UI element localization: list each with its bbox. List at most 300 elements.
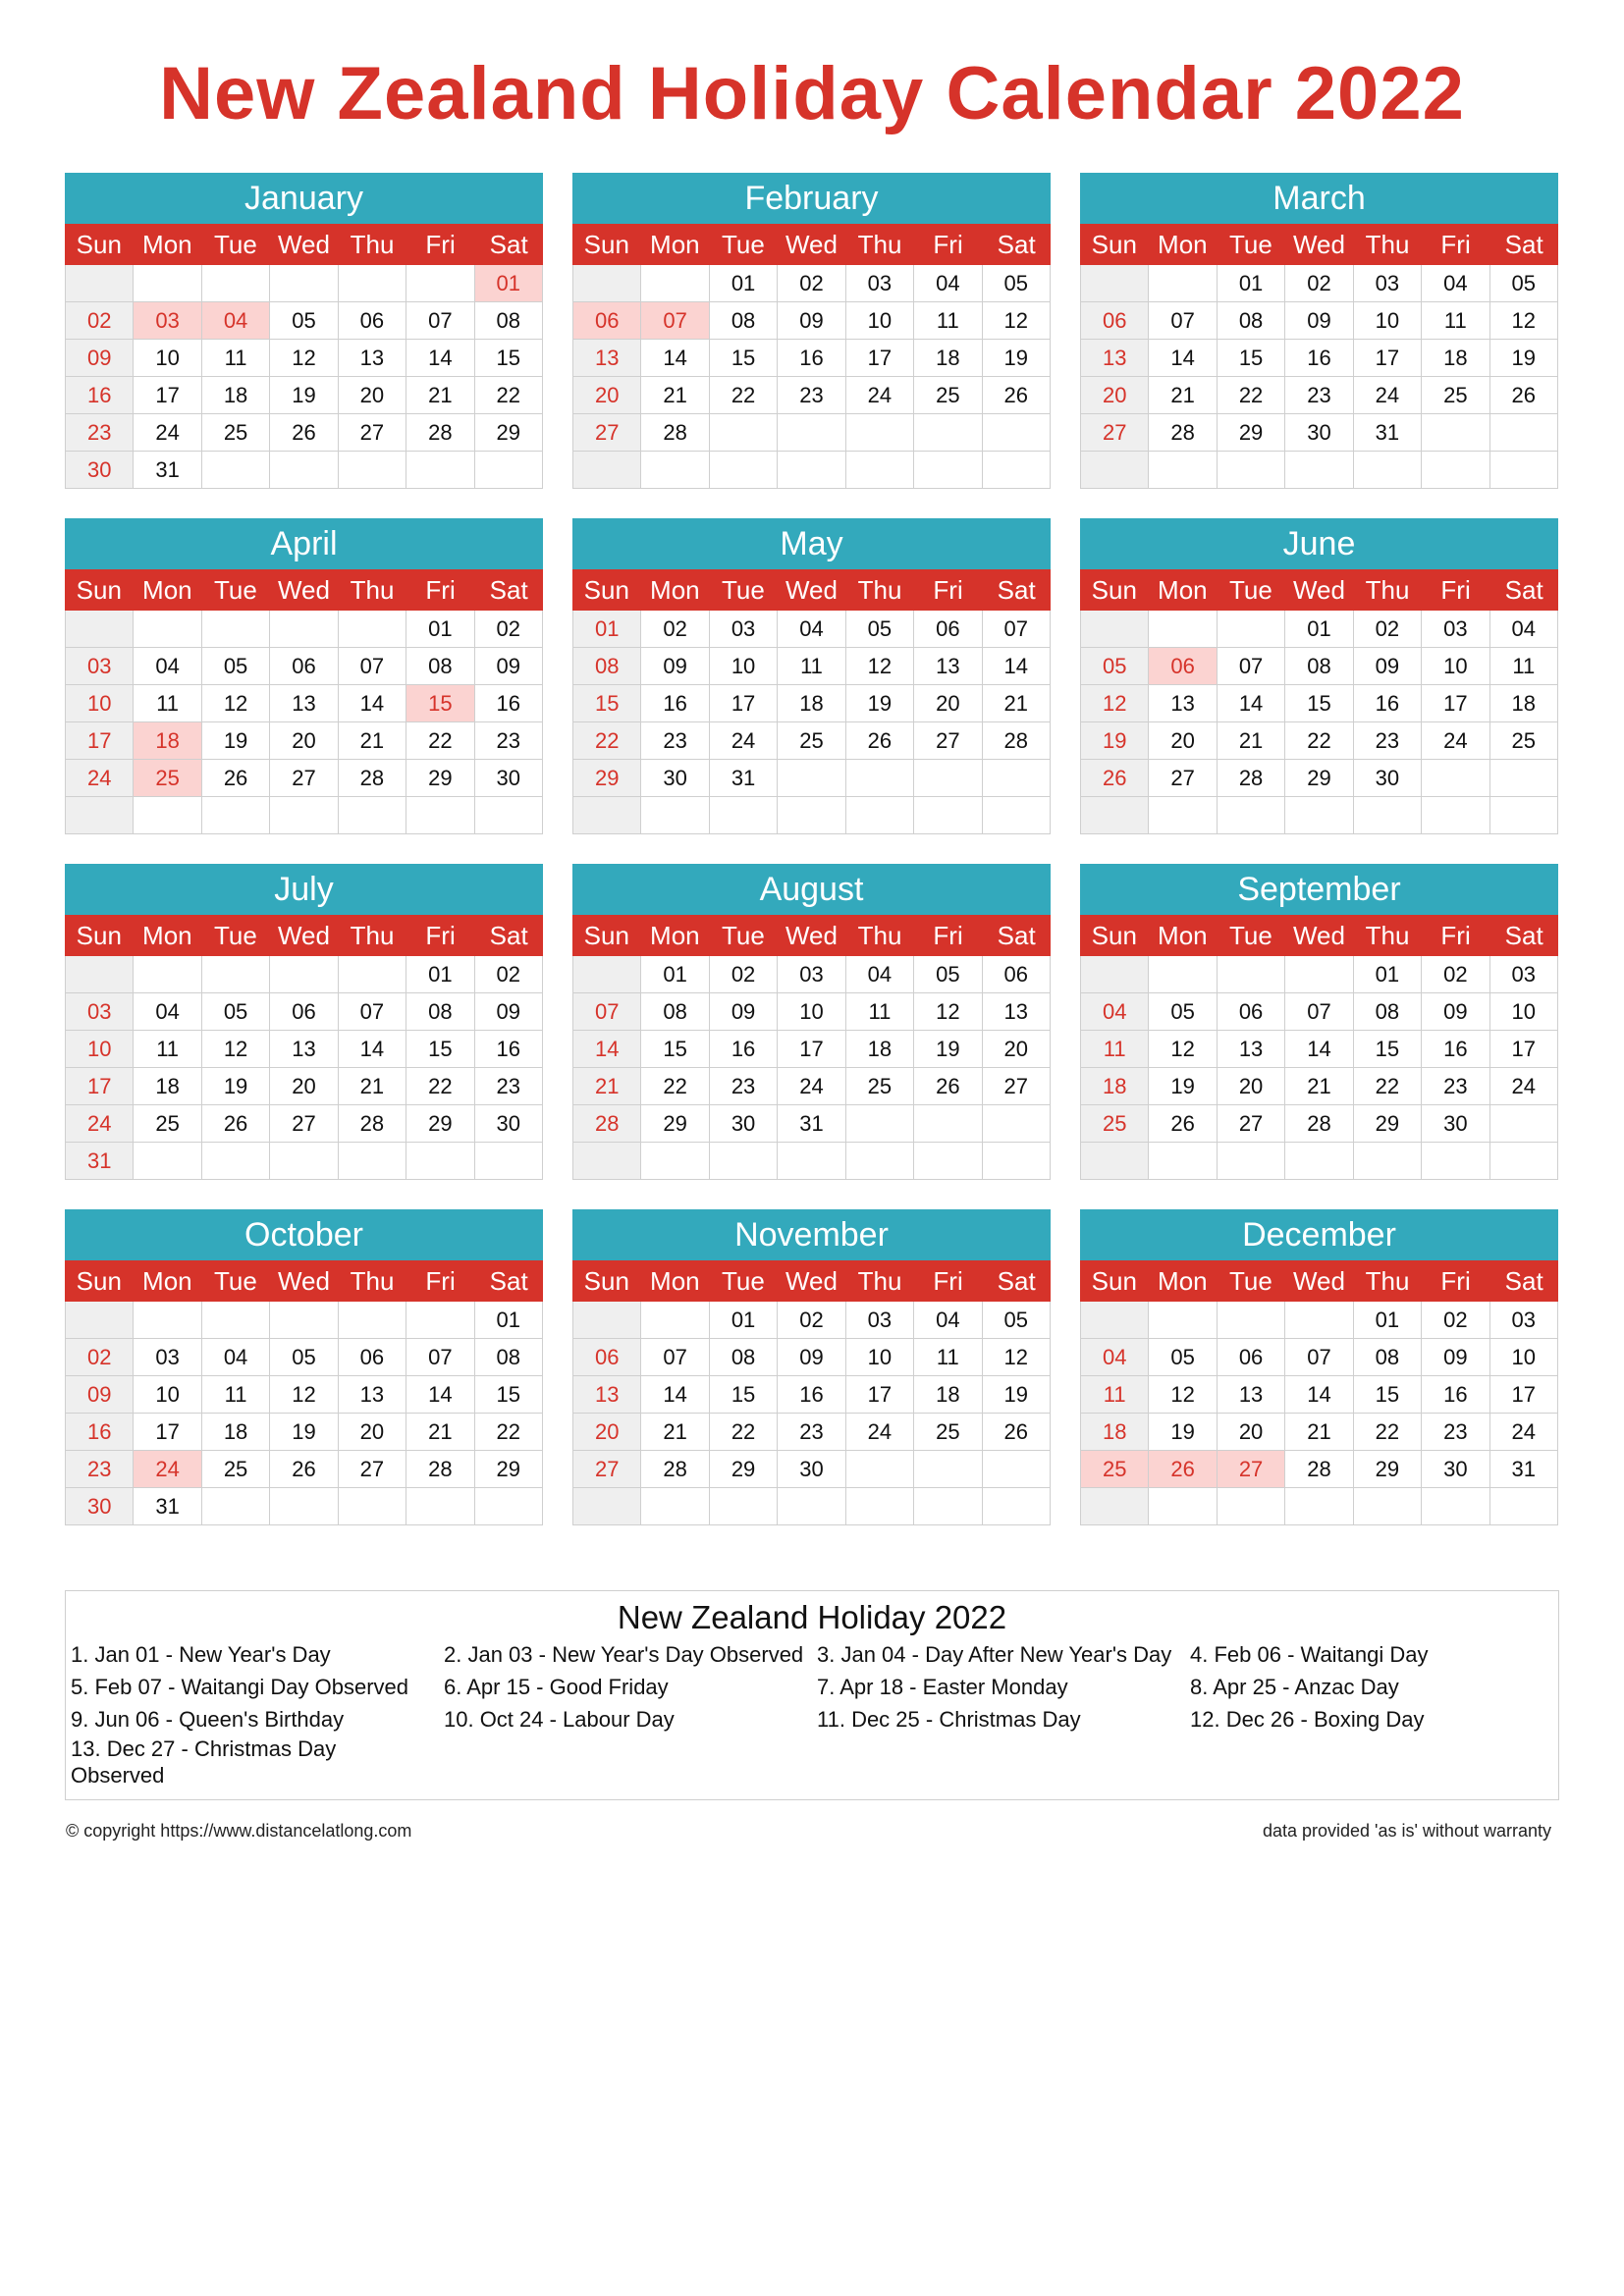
day-grid (572, 1302, 1051, 1525)
day-cell: 04 (1081, 993, 1149, 1031)
day-cell: 12 (1490, 302, 1558, 340)
day-cell: 15 (573, 685, 641, 722)
holiday-list-item: 6. Apr 15 - Good Friday (444, 1675, 669, 1699)
weekday-header (1080, 224, 1558, 265)
month-name: August (572, 864, 1051, 915)
holiday-list-item: 3. Jan 04 - Day After New Year's Day (817, 1642, 1172, 1667)
day-cell: 28 (1218, 760, 1285, 797)
empty-day-cell (573, 1143, 641, 1180)
weekday-label: Wed (277, 921, 330, 950)
day-cell: 29 (1354, 1451, 1422, 1488)
day-cell: 02 (778, 1302, 845, 1339)
weekday-header (65, 915, 543, 956)
day-cell: 23 (66, 1451, 134, 1488)
day-cell: 20 (339, 1414, 406, 1451)
day-cell: 16 (710, 1031, 778, 1068)
day-cell: 20 (270, 1068, 338, 1105)
empty-day-cell (339, 1143, 406, 1180)
empty-day-cell (1081, 265, 1149, 302)
empty-day-cell (1149, 611, 1217, 648)
empty-day-cell (1081, 797, 1149, 834)
day-cell: 11 (914, 302, 982, 340)
day-cell: 24 (134, 414, 201, 452)
day-cell: 16 (66, 1414, 134, 1451)
empty-day-cell (1354, 1488, 1422, 1525)
empty-day-cell (1149, 956, 1217, 993)
day-cell: 04 (202, 1339, 270, 1376)
empty-day-cell (134, 797, 201, 834)
empty-day-cell (134, 265, 201, 302)
weekday-label: Tue (1228, 230, 1272, 259)
day-cell: 08 (406, 993, 474, 1031)
holiday-list-item: 9. Jun 06 - Queen's Birthday (71, 1707, 345, 1732)
weekday-label: Fri (1440, 921, 1471, 950)
day-cell: 12 (914, 993, 982, 1031)
day-cell: 06 (914, 611, 982, 648)
holiday-day-cell: 25 (1081, 1451, 1149, 1488)
day-cell: 11 (202, 1376, 270, 1414)
day-cell: 01 (573, 611, 641, 648)
day-cell: 19 (202, 1068, 270, 1105)
day-cell: 10 (846, 1339, 914, 1376)
day-cell: 10 (1422, 648, 1489, 685)
day-cell: 18 (134, 1068, 201, 1105)
empty-day-cell (406, 797, 474, 834)
day-cell: 19 (846, 685, 914, 722)
weekday-label: Mon (142, 230, 192, 259)
day-cell: 01 (1285, 611, 1353, 648)
day-cell: 02 (710, 956, 778, 993)
weekday-label: Sun (583, 575, 629, 605)
day-cell: 08 (641, 993, 709, 1031)
empty-day-cell (983, 797, 1051, 834)
empty-day-cell (1490, 1488, 1558, 1525)
month-name: December (1080, 1209, 1558, 1260)
day-cell: 14 (983, 648, 1051, 685)
day-cell: 10 (1490, 993, 1558, 1031)
holiday-day-cell: 04 (202, 302, 270, 340)
weekday-label: Fri (1440, 575, 1471, 605)
empty-day-cell (339, 1488, 406, 1525)
month-may (572, 518, 1051, 834)
day-cell: 14 (641, 340, 709, 377)
month-june (1080, 518, 1558, 834)
day-cell: 17 (66, 722, 134, 760)
empty-day-cell (270, 1143, 338, 1180)
day-cell: 16 (778, 340, 845, 377)
empty-day-cell (914, 797, 982, 834)
day-cell: 30 (778, 1451, 845, 1488)
day-cell: 17 (1354, 340, 1422, 377)
month-name: April (65, 518, 543, 569)
day-cell: 03 (1490, 1302, 1558, 1339)
day-cell: 12 (202, 685, 270, 722)
day-cell: 10 (134, 1376, 201, 1414)
day-cell: 23 (475, 1068, 543, 1105)
empty-day-cell (1490, 414, 1558, 452)
empty-day-cell (66, 1302, 134, 1339)
empty-day-cell (1218, 1488, 1285, 1525)
day-cell: 28 (339, 1105, 406, 1143)
day-cell: 25 (846, 1068, 914, 1105)
day-cell: 10 (66, 685, 134, 722)
day-cell: 11 (202, 340, 270, 377)
day-cell: 02 (475, 956, 543, 993)
weekday-label: Sat (997, 230, 1036, 259)
empty-day-cell (1149, 1143, 1217, 1180)
day-cell: 09 (1354, 648, 1422, 685)
empty-day-cell (406, 265, 474, 302)
empty-day-cell (983, 1143, 1051, 1180)
day-cell: 19 (1081, 722, 1149, 760)
day-cell: 24 (846, 377, 914, 414)
empty-day-cell (66, 797, 134, 834)
empty-day-cell (914, 760, 982, 797)
weekday-label: Tue (213, 230, 257, 259)
empty-day-cell (846, 414, 914, 452)
day-cell: 17 (846, 340, 914, 377)
day-cell: 20 (983, 1031, 1051, 1068)
empty-day-cell (406, 1143, 474, 1180)
day-cell: 05 (202, 648, 270, 685)
day-cell: 04 (846, 956, 914, 993)
day-cell: 14 (641, 1376, 709, 1414)
day-cell: 01 (1218, 265, 1285, 302)
day-cell: 22 (475, 377, 543, 414)
day-cell: 15 (1285, 685, 1353, 722)
weekday-label: Tue (721, 1266, 765, 1296)
day-cell: 07 (573, 993, 641, 1031)
day-cell: 25 (1490, 722, 1558, 760)
empty-day-cell (1422, 797, 1489, 834)
day-cell: 31 (134, 1488, 201, 1525)
weekday-label: Mon (650, 921, 700, 950)
day-cell: 26 (983, 1414, 1051, 1451)
day-cell: 13 (1218, 1376, 1285, 1414)
weekday-label: Fri (933, 1266, 963, 1296)
weekday-label: Tue (213, 921, 257, 950)
day-grid (65, 611, 543, 834)
empty-day-cell (1081, 956, 1149, 993)
day-cell: 14 (406, 1376, 474, 1414)
weekday-label: Thu (1365, 921, 1410, 950)
month-name: February (572, 173, 1051, 224)
day-cell: 02 (1354, 611, 1422, 648)
empty-day-cell (1149, 265, 1217, 302)
empty-day-cell (1422, 760, 1489, 797)
empty-day-cell (846, 1488, 914, 1525)
day-cell: 15 (1354, 1376, 1422, 1414)
empty-day-cell (66, 611, 134, 648)
day-cell: 23 (475, 722, 543, 760)
day-cell: 06 (270, 993, 338, 1031)
empty-day-cell (710, 797, 778, 834)
day-cell: 15 (710, 340, 778, 377)
month-name: November (572, 1209, 1051, 1260)
weekday-label: Mon (142, 575, 192, 605)
day-cell: 03 (846, 1302, 914, 1339)
holiday-list-item: 4. Feb 06 - Waitangi Day (1190, 1642, 1429, 1667)
day-cell: 26 (1490, 377, 1558, 414)
empty-day-cell (573, 265, 641, 302)
day-cell: 24 (778, 1068, 845, 1105)
day-cell: 29 (1218, 414, 1285, 452)
day-cell: 29 (1354, 1105, 1422, 1143)
empty-day-cell (1218, 956, 1285, 993)
day-cell: 07 (339, 993, 406, 1031)
holiday-day-cell: 25 (134, 760, 201, 797)
weekday-label: Thu (857, 575, 902, 605)
day-cell: 23 (641, 722, 709, 760)
day-cell: 17 (710, 685, 778, 722)
day-cell: 08 (1354, 993, 1422, 1031)
day-grid (65, 1302, 543, 1525)
empty-day-cell (1285, 956, 1353, 993)
empty-day-cell (202, 956, 270, 993)
empty-day-cell (406, 1302, 474, 1339)
day-cell: 13 (914, 648, 982, 685)
empty-day-cell (475, 1143, 543, 1180)
day-cell: 25 (914, 1414, 982, 1451)
day-cell: 14 (1218, 685, 1285, 722)
day-cell: 05 (846, 611, 914, 648)
empty-day-cell (339, 797, 406, 834)
day-cell: 16 (1422, 1376, 1489, 1414)
empty-day-cell (710, 452, 778, 489)
empty-day-cell (339, 611, 406, 648)
day-cell: 25 (1081, 1105, 1149, 1143)
day-cell: 11 (134, 1031, 201, 1068)
day-cell: 14 (1285, 1376, 1353, 1414)
day-cell: 19 (270, 1414, 338, 1451)
day-cell: 14 (1285, 1031, 1353, 1068)
day-cell: 26 (1081, 760, 1149, 797)
day-cell: 24 (710, 722, 778, 760)
day-cell: 15 (475, 340, 543, 377)
day-cell: 16 (641, 685, 709, 722)
empty-day-cell (846, 452, 914, 489)
empty-day-cell (573, 1488, 641, 1525)
empty-day-cell (1149, 1302, 1217, 1339)
day-cell: 13 (983, 993, 1051, 1031)
day-cell: 07 (406, 1339, 474, 1376)
month-name: March (1080, 173, 1558, 224)
empty-day-cell (475, 797, 543, 834)
empty-day-cell (270, 611, 338, 648)
day-cell: 29 (475, 414, 543, 452)
day-cell: 06 (1218, 993, 1285, 1031)
day-cell: 08 (475, 302, 543, 340)
day-cell: 21 (1285, 1414, 1353, 1451)
month-august (572, 864, 1051, 1180)
day-cell: 01 (406, 956, 474, 993)
empty-day-cell (1285, 1143, 1353, 1180)
day-cell: 15 (1354, 1031, 1422, 1068)
day-cell: 02 (66, 302, 134, 340)
holiday-day-cell: 06 (573, 302, 641, 340)
day-cell: 04 (134, 648, 201, 685)
day-cell: 19 (202, 722, 270, 760)
day-cell: 20 (1081, 377, 1149, 414)
day-cell: 10 (1354, 302, 1422, 340)
empty-day-cell (846, 1451, 914, 1488)
day-cell: 26 (914, 1068, 982, 1105)
day-cell: 27 (1081, 414, 1149, 452)
day-cell: 20 (1218, 1068, 1285, 1105)
day-cell: 04 (778, 611, 845, 648)
weekday-label: Fri (425, 1266, 456, 1296)
month-name: May (572, 518, 1051, 569)
day-cell: 14 (339, 685, 406, 722)
weekday-label: Mon (142, 921, 192, 950)
weekday-label: Thu (350, 921, 395, 950)
day-cell: 18 (1081, 1068, 1149, 1105)
day-cell: 12 (983, 302, 1051, 340)
day-cell: 12 (270, 340, 338, 377)
day-cell: 08 (406, 648, 474, 685)
day-cell: 27 (1149, 760, 1217, 797)
day-cell: 01 (710, 265, 778, 302)
empty-day-cell (1354, 452, 1422, 489)
day-cell: 11 (134, 685, 201, 722)
copyright-text[interactable]: © copyright https://www.distancelatlong.com (66, 1821, 412, 1841)
weekday-label: Fri (933, 575, 963, 605)
day-cell: 23 (1422, 1068, 1489, 1105)
day-cell: 19 (270, 377, 338, 414)
day-cell: 29 (475, 1451, 543, 1488)
day-cell: 18 (202, 377, 270, 414)
day-cell: 30 (1422, 1451, 1489, 1488)
day-cell: 01 (710, 1302, 778, 1339)
day-cell: 29 (406, 760, 474, 797)
day-cell: 18 (1081, 1414, 1149, 1451)
day-cell: 06 (270, 648, 338, 685)
day-cell: 24 (846, 1414, 914, 1451)
day-cell: 04 (914, 265, 982, 302)
empty-day-cell (641, 1143, 709, 1180)
day-cell: 22 (710, 377, 778, 414)
empty-day-cell (710, 414, 778, 452)
weekday-label: Thu (857, 921, 902, 950)
day-cell: 29 (573, 760, 641, 797)
day-cell: 25 (914, 377, 982, 414)
day-cell: 21 (1218, 722, 1285, 760)
day-cell: 14 (406, 340, 474, 377)
weekday-header (572, 569, 1051, 611)
day-cell: 03 (134, 1339, 201, 1376)
weekday-label: Sun (583, 921, 629, 950)
day-cell: 16 (778, 1376, 845, 1414)
weekday-label: Tue (213, 575, 257, 605)
empty-day-cell (778, 1143, 845, 1180)
day-cell: 31 (1490, 1451, 1558, 1488)
empty-day-cell (641, 265, 709, 302)
day-cell: 26 (202, 760, 270, 797)
day-cell: 11 (1081, 1376, 1149, 1414)
day-cell: 09 (1422, 993, 1489, 1031)
day-cell: 09 (1422, 1339, 1489, 1376)
weekday-label: Wed (1292, 1266, 1345, 1296)
day-cell: 22 (1285, 722, 1353, 760)
empty-day-cell (1490, 760, 1558, 797)
month-july (65, 864, 543, 1180)
empty-day-cell (914, 414, 982, 452)
weekday-label: Tue (1228, 575, 1272, 605)
day-cell: 21 (573, 1068, 641, 1105)
day-cell: 14 (1149, 340, 1217, 377)
day-cell: 27 (339, 1451, 406, 1488)
empty-day-cell (641, 797, 709, 834)
day-cell: 19 (983, 340, 1051, 377)
day-cell: 15 (406, 1031, 474, 1068)
day-cell: 03 (1422, 611, 1489, 648)
day-cell: 11 (778, 648, 845, 685)
empty-day-cell (339, 265, 406, 302)
day-cell: 03 (846, 265, 914, 302)
day-cell: 13 (573, 1376, 641, 1414)
day-cell: 28 (406, 414, 474, 452)
holiday-list-item: 10. Oct 24 - Labour Day (444, 1707, 675, 1732)
day-cell: 19 (983, 1376, 1051, 1414)
weekday-label: Sat (489, 921, 528, 950)
weekday-label: Thu (350, 230, 395, 259)
day-cell: 20 (573, 1414, 641, 1451)
day-cell: 30 (66, 452, 134, 489)
weekday-label: Wed (785, 921, 838, 950)
weekday-label: Sun (76, 230, 122, 259)
day-cell: 24 (66, 1105, 134, 1143)
empty-day-cell (846, 1105, 914, 1143)
weekday-label: Sat (1504, 921, 1543, 950)
day-cell: 13 (1218, 1031, 1285, 1068)
day-cell: 24 (66, 760, 134, 797)
empty-day-cell (778, 760, 845, 797)
empty-day-cell (202, 1143, 270, 1180)
day-cell: 28 (1285, 1105, 1353, 1143)
day-cell: 26 (983, 377, 1051, 414)
day-cell: 17 (134, 377, 201, 414)
day-cell: 20 (339, 377, 406, 414)
day-cell: 24 (1354, 377, 1422, 414)
empty-day-cell (641, 1488, 709, 1525)
day-cell: 10 (134, 340, 201, 377)
day-cell: 05 (202, 993, 270, 1031)
weekday-label: Thu (857, 230, 902, 259)
empty-day-cell (778, 797, 845, 834)
day-cell: 02 (778, 265, 845, 302)
day-cell: 26 (270, 414, 338, 452)
empty-day-cell (1218, 452, 1285, 489)
weekday-label: Wed (1292, 921, 1345, 950)
day-cell: 22 (641, 1068, 709, 1105)
month-january (65, 173, 543, 489)
day-cell: 28 (573, 1105, 641, 1143)
empty-day-cell (1490, 1105, 1558, 1143)
day-cell: 08 (475, 1339, 543, 1376)
day-cell: 19 (914, 1031, 982, 1068)
weekday-label: Sat (997, 921, 1036, 950)
weekday-label: Tue (213, 1266, 257, 1296)
empty-day-cell (339, 1302, 406, 1339)
empty-day-cell (710, 1143, 778, 1180)
day-cell: 29 (406, 1105, 474, 1143)
day-cell: 24 (1422, 722, 1489, 760)
empty-day-cell (983, 1488, 1051, 1525)
day-cell: 05 (270, 302, 338, 340)
day-cell: 21 (983, 685, 1051, 722)
day-cell: 16 (475, 685, 543, 722)
day-cell: 01 (475, 1302, 543, 1339)
